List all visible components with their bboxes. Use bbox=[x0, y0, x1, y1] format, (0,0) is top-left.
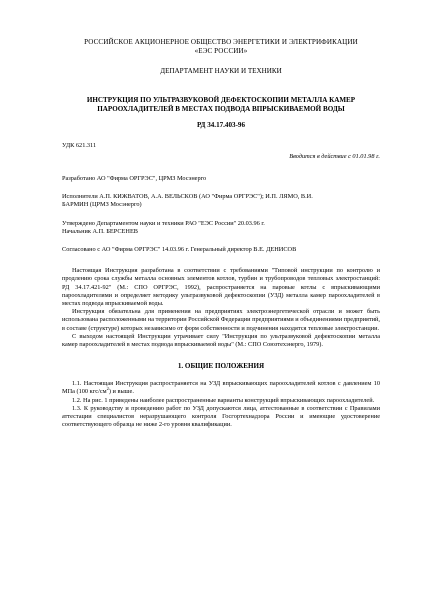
approved-line2: Начальник А.П. БЕРСЕНЕВ bbox=[62, 227, 138, 235]
clause-1-3: 1.3. К руководству и проведению работ по УЗД допускаются лица, аттестованные в соответствии с Правилами аттестации специалистов неразрушающего контроля Госгортехнадзора России и имеющие удостоверение соответствующего образца не ниже 2-го уровня квалификации. bbox=[62, 404, 380, 429]
organization-name: РОССИЙСКОЕ АКЦИОНЕРНОЕ ОБЩЕСТВО ЭНЕРГЕТИКИ И ЭЛЕКТРИФИКАЦИИ bbox=[84, 38, 358, 46]
intro-paragraph-2: Инструкция обязательна для применения на предприятиях электроэнергетической отрасли и может быть использована расположенными на территории Российской Федерации предприятиями и объединениями предприятий, в составе (структуре) которых независимо от форм собственности и подчинения находятся тепловые электростанции. bbox=[62, 308, 380, 332]
udk-code: УДК 621.311 bbox=[62, 142, 97, 149]
organization-header bbox=[62, 38, 380, 56]
approved-line1: Утверждено Департаментом науки и техники РАО "ЕЭС России" 20.03.96 г. bbox=[62, 219, 265, 227]
executors bbox=[62, 193, 380, 209]
intro-paragraph-1: Настоящая Инструкция разработана в соответствии с требованиями "Типовой инструкции по контролю и продлению срока службы металла основных элементов котлов, турбин и трубопроводов тепловых электростанций: РД 34.17.421-92" (М.: СПО ОРГРЭС, 1992), распространяется на паровые котлы с впрыскивающими пароохладителями и определяет методику ультразвуковой дефектоскопии (УЗД) металла камер пароохладителей в местах подвода впрыскиваемой воды. bbox=[62, 267, 380, 308]
executors-line2: БАРМИН (ЦРМЗ Мосэнерго) bbox=[62, 201, 142, 209]
clause-1-1-end: ) и выше. bbox=[108, 388, 134, 396]
intro-paragraph-3: С выходом настоящей Инструкции утрачивает силу "Инструкция по ультразвуковой дефектоскопии металла камер пароохладителей в местах подвода впрыскиваемой воды" (М.: СПО Союзтехэнерго, 1979). bbox=[62, 332, 380, 349]
organization-short-name: «ЕЭС РОССИИ» bbox=[194, 47, 248, 55]
agreed-with: Согласовано с АО "Фирма ОРГРЭС" 14.03.96 г. Генеральный директор В.Е. ДЕНИСОВ bbox=[62, 246, 297, 254]
document-title-line1: ИНСТРУКЦИЯ ПО УЛЬТРАЗВУКОВОЙ ДЕФЕКТОСКОПИИ МЕТАЛЛА КАМЕР bbox=[86, 96, 356, 104]
document-title bbox=[62, 96, 380, 114]
document-code: РД 34.17.403-96 bbox=[196, 121, 246, 129]
section-heading: 1. ОБЩИЕ ПОЛОЖЕНИЯ bbox=[177, 362, 265, 371]
effective-date: Вводится в действие с 01.01.98 г. bbox=[289, 153, 380, 160]
clause-1-1-main: 1.1. Настоящая Инструкция распространяется на УЗД впрыскивающих пароохладителей котлов с давлением 10 МПа (100 кгс/см bbox=[62, 380, 380, 396]
executors-line1: Исполнители А.П. КИЖВАТОВ, А.А. ВЕЛЬСКОВ (АО "Фирма ОРГРЭС"); И.П. ЛЯМО, В.И. bbox=[62, 193, 313, 201]
document-title-line2: ПАРООХЛАДИТЕЛЕЙ В МЕСТАХ ПОДВОДА ВПРЫСКИВАЕМОЙ ВОДЫ bbox=[97, 105, 345, 113]
clause-1-1 bbox=[62, 380, 380, 396]
clause-1-1-superscript: 2 bbox=[106, 386, 109, 392]
department-name: ДЕПАРТАМЕНТ НАУКИ И ТЕХНИКИ bbox=[160, 67, 282, 75]
approved-by bbox=[62, 220, 380, 236]
developed-by: Разработано АО "Фирма ОРГРЭС", ЦРМЗ Мосэнерго bbox=[62, 175, 207, 182]
clause-1-2: 1.2. На рис. 1 приведены наиболее распространенные варианты конструкций впрыскивающих пароохладителей. bbox=[72, 396, 375, 404]
